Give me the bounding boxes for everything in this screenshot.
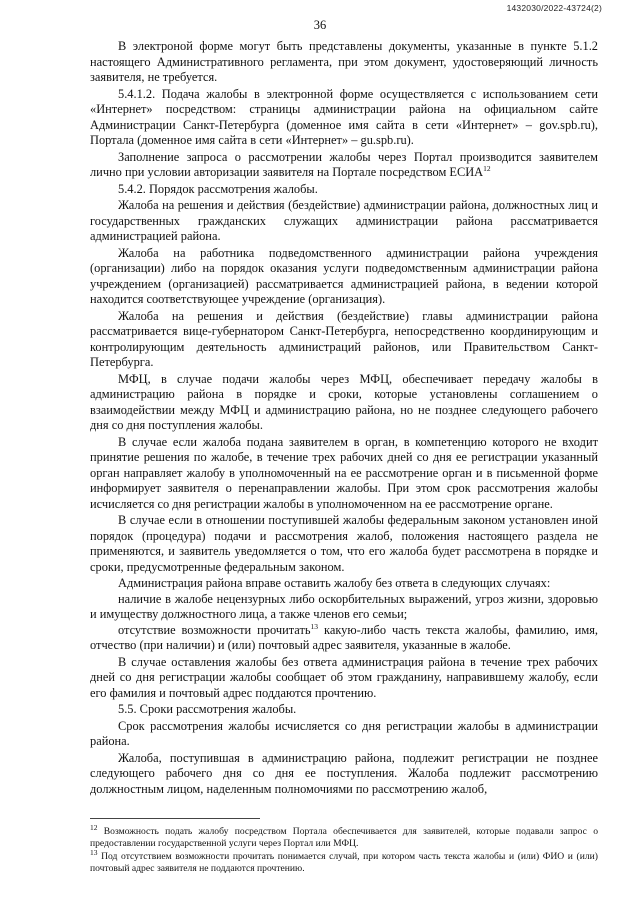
footnotes <box>90 822 598 876</box>
footnote-ref: 13 <box>310 621 319 631</box>
list-item: наличие в жалобе нецензурных либо оскорбительных выражений, угроз жизни, здоровью и имуществу должностного лица, а также членов его семьи; <box>90 591 598 621</box>
footnote-text: Возможность подать жалобу посредством Портала обеспечивается для заявителей, которые подавали запрос о предоставлении государственной услуги через Портал или МФЦ. <box>90 826 598 849</box>
paragraph: Жалоба на решения и действия (бездействие) администрации района, должностных лиц и государственных гражданских служащих администрации района рассматривается администрацией района. <box>90 198 598 243</box>
footnote-divider <box>90 818 260 819</box>
paragraph: В случае если жалоба подана заявителем в орган, в компетенцию которого не входит принятие решения по жалобе, в течение трех рабочих дней со дня ее регистрации указанный орган направляет жалобу в уполномоченный на ее рассмотрение орган и в письменной форме информирует заявителя о перенаправлении жалобы. При этом срок рассмотрения жалобы исчисляется со дня регистрации жалобы в уполномоченном на ее рассмотрение органе. <box>90 434 598 511</box>
document-id: 1432030/2022-43724(2) <box>506 3 602 13</box>
page-number: 36 <box>313 18 327 32</box>
paragraph: 5.4.1.2. Подача жалобы в электронной форме осуществляется с использованием сети «Интернет» посредством: страницы администрации района на официальном сайте Администрации Санкт-Петербурга (доменное имя сайта в сети «Интернет» – gov.spb.ru), Портала (доменное имя сайта в сети «Интернет» – gu.spb.ru). <box>90 86 598 147</box>
section-heading: 5.5. Сроки рассмотрения жалобы. <box>118 702 297 716</box>
paragraph: МФЦ, в случае подачи жалобы через МФЦ, обеспечивает передачу жалобы в администрацию района в порядке и сроки, которые установлены соглашением о взаимодействии между МФЦ и администрацию района, но не позднее следующего рабочего дня со дня поступления жалобы. <box>90 371 598 432</box>
paragraph: В случае если в отношении поступившей жалобы федеральным законом установлен иной порядок (процедура) подачи и рассмотрения жалоб, положения настоящего раздела не применяются, и заявитель уведомляется о том, что его жалоба будет рассмотрена в порядке и сроки, предусмотренные федеральным законом. <box>90 513 598 574</box>
paragraph: Администрация района вправе оставить жалобу без ответа в следующих случаях: <box>118 576 551 590</box>
footnote-mark: 13 <box>90 847 98 857</box>
footnote-text: Под отсутствием возможности прочитать понимается случай, при котором часть текста жалобы и (или) ФИО и (или) почтовый адрес заявителя не поддаются прочтению. <box>90 851 598 874</box>
paragraph: В электроной форме могут быть представлены документы, указанные в пункте 5.1.2 настоящего Административного регламента, при этом документ, удостоверяющий личность заявителя, не требуется. <box>90 39 598 84</box>
paragraph: В случае оставления жалобы без ответа администрация района в течение трех рабочих дней со дня регистрации жалобы сообщает об этом гражданину, направившему жалобу, если его фамилия и почтовый адрес поддаются прочтению. <box>90 654 598 700</box>
paragraph: Жалоба на решения и действия (бездействие) главы администрации района рассматривается вице-губернатором Санкт-Петербурга, непосредственно координирующим и контролирующим деятельность администраций районов, или Правительством Санкт-Петербурга. <box>90 308 598 369</box>
footnote-mark: 12 <box>90 822 98 832</box>
footnote-ref: 12 <box>483 163 491 173</box>
paragraph: Жалоба, поступившая в администрацию района, подлежит регистрации не позднее следующего рабочего дня со дня ее поступления. Жалоба подлежит рассмотрению должностным лицом, наделенным полномочиями по рассмотрению жалоб, <box>90 750 598 796</box>
paragraph: Жалоба на работника подведомственного администрации района учреждения (организации) либо на порядок оказания услуги подведомственным администрации района учреждением (организацией) рассматривается администрацией района, в ведении которой находится соответствующее учреждение (организация). <box>90 245 598 306</box>
list-item <box>90 623 598 654</box>
paragraph-text: Заполнение запроса о рассмотрении жалобы через Портал производится заявителем лично при условии авторизации заявителя на Портале посредством ЕСИА <box>90 149 598 179</box>
footnote <box>90 822 598 850</box>
paragraph-text: отсутствие возможности прочитать <box>118 622 311 637</box>
paragraph <box>90 150 598 181</box>
footnote <box>90 847 598 875</box>
page-body <box>90 39 598 797</box>
section-heading: 5.4.2. Порядок рассмотрения жалобы. <box>118 181 318 196</box>
paragraph-text: какую-либо часть текста жалобы, фамилию, имя, отчество (при наличии) и (или) почтовый адрес заявителя, указанные в жалобе. <box>90 622 599 652</box>
paragraph: Срок рассмотрения жалобы исчисляется со дня регистрации жалобы в администрации района. <box>90 718 598 748</box>
